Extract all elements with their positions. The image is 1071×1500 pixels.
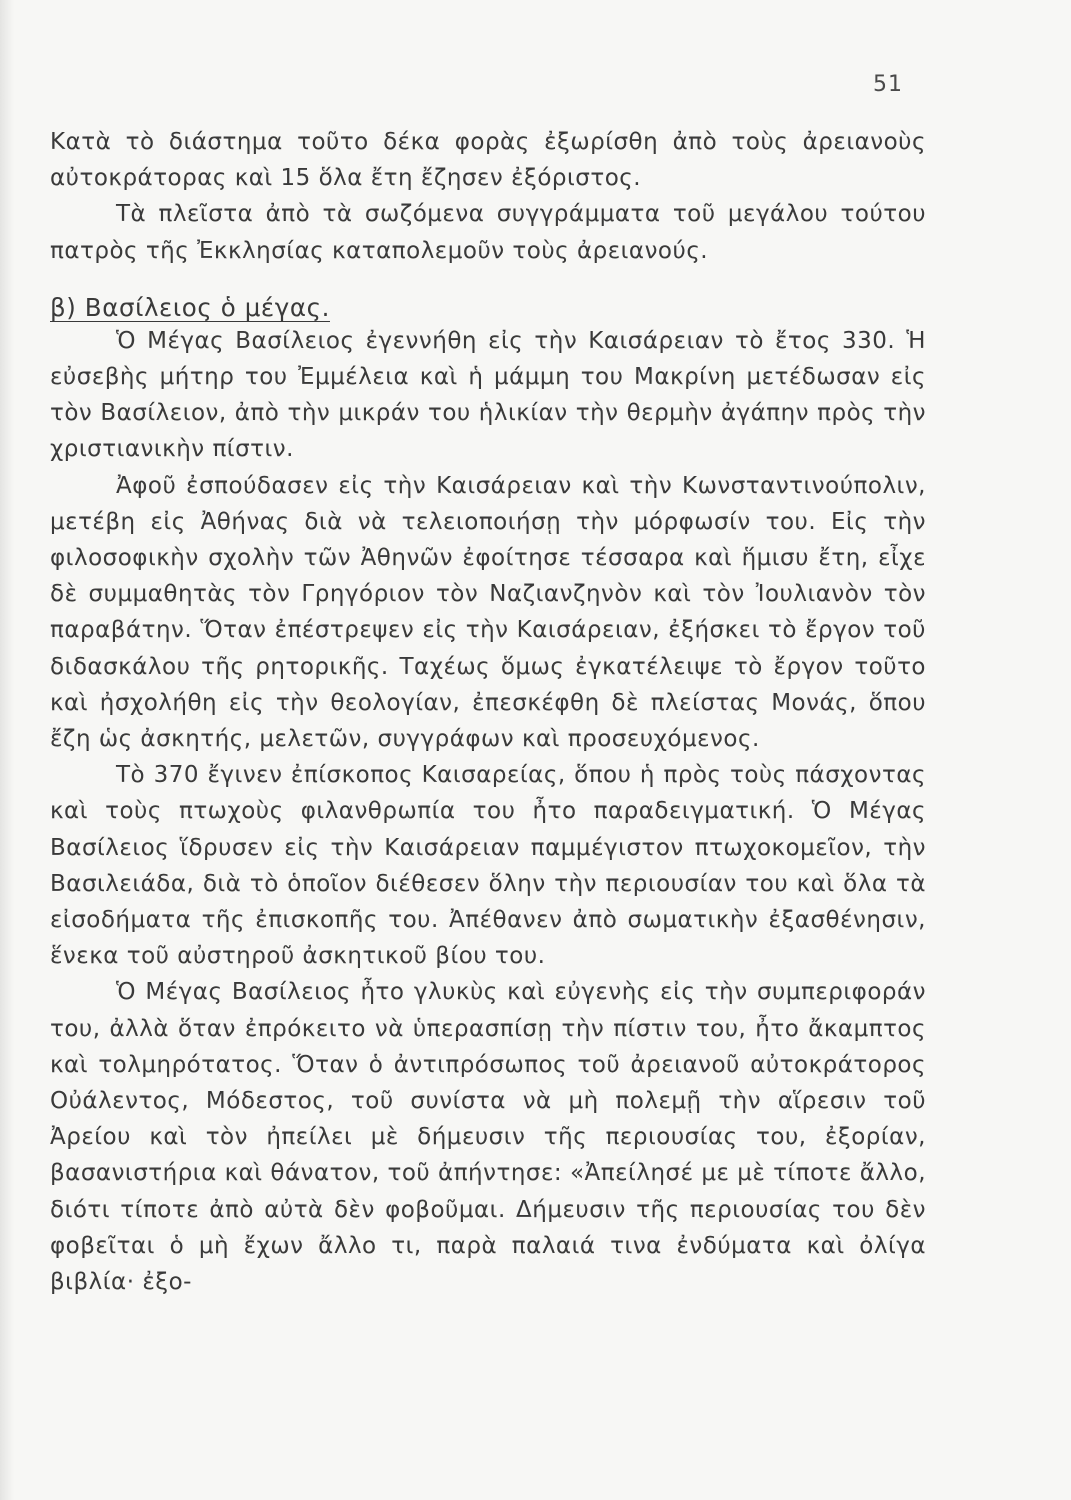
page-number: 51 [873,72,903,97]
paragraph-birth: Ὁ Μέγας Βασίλειος ἐγεννήθη εἰς τὴν Καισάρειαν τὸ ἔτος 330. Ἡ εὐσεβὴς μήτηρ του Ἐμμέλεια καὶ ἡ μάμμη του Μακρίνη μετέδωσαν εἰς τὸν Βασίλειον, ἀπὸ τὴν μικράν του ἡλικίαν τὴν θερμὴν ἀγάπην πρὸς τὴν χριστιανικὴν πίστιν. [50,327,926,463]
section-heading-text: β) Βασίλειος ὁ μέγας. [50,292,330,322]
paragraph-bishop: Τὸ 370 ἔγινεν ἐπίσκοπος Καισαρείας, ὅπου ἡ πρὸς τοὺς πάσχοντας καὶ τοὺς πτωχοὺς φιλανθρωπία του ἦτο παραδειγματική. Ὁ Μέγας Βασίλειος ἵδρυσεν εἰς τὴν Καισάρειαν παμμέγιστον πτωχοκομεῖον, τὴν Βασιλειάδα, διὰ τὸ ὁποῖον διέθεσεν ὅλην τὴν περιουσίαν του καὶ ὅλα τὰ εἰσοδήματα τῆς ἐπισκοπῆς του. Ἀπέθανεν ἀπὸ σωματικὴν ἐξασθένησιν, ἕνεκα τοῦ αὐστηροῦ ἀσκητικοῦ βίου του. [50,762,926,970]
paragraph-writings: Τὰ πλεῖστα ἀπὸ τὰ σωζόμενα συγγράμματα τοῦ μεγάλου τούτου πατρὸς τῆς Ἐκκλησίας καταπολεμοῦν τοὺς ἀρειανούς. [50,201,926,264]
paragraph-education: Ἀφοῦ ἐσπούδασεν εἰς τὴν Καισάρειαν καὶ τὴν Κωνσταντινούπολιν, μετέβη εἰς Ἀθήνας διὰ νὰ τελειοποιήσῃ τὴν μόρφωσίν του. Εἰς τὴν φιλοσοφικὴν σχολὴν τῶν Ἀθηνῶν ἐφοίτησε τέσσαρα καὶ ἥμισυ ἔτη, εἶχε δὲ συμμαθητὰς τὸν Γρηγόριον τὸν Ναζιανζηνὸν καὶ τὸν Ἰουλιανὸν τὸν παραβάτην. Ὅταν ἐπέστρεψεν εἰς τὴν Καισάρειαν, ἐξήσκει τὸ ἔργον τοῦ διδασκάλου τῆς ρητορικῆς. Ταχέως ὅμως ἐγκατέλειψε τὸ ἔργον τοῦτο καὶ ἠσχολήθη εἰς τὴν θεολογίαν, ἐπεσκέφθη δὲ πλείστας Μονάς, ὅπου ἔζη ὡς ἀσκητής, μελετῶν, συγγράφων καὶ προσευχόμενος. [50,472,926,753]
page-edge-shadow [0,0,14,1500]
paragraph-exile: Κατὰ τὸ διάστημα τοῦτο δέκα φορὰς ἐξωρίσθη ἀπὸ τοὺς ἀρειανοὺς αὐτοκράτορας καὶ 15 ὅλα ἔτη ἔζησεν ἐξόριστος. [50,129,926,192]
section-heading [50,289,926,327]
body-text [50,124,926,1300]
paragraph-character: Ὁ Μέγας Βασίλειος ἦτο γλυκὺς καὶ εὐγενὴς εἰς τὴν συμπεριφοράν του, ἀλλὰ ὅταν ἐπρόκειτο νὰ ὑπερασπίσῃ τὴν πίστιν του, ἦτο ἄκαμπτος καὶ τολμηρότατος. Ὅταν ὁ ἀντιπρόσωπος τοῦ ἀρειανοῦ αὐτοκράτορος Οὐάλεντος, Μόδεστος, τοῦ συνίστα νὰ μὴ πολεμῇ τὴν αἵρεσιν τοῦ Ἀρείου καὶ τὸν ἠπείλει μὲ δήμευσιν τῆς περιουσίας του, ἐξορίαν, βασανιστήρια καὶ θάνατον, τοῦ ἀπήντησε: «Ἀπείλησέ με μὲ τίποτε ἄλλο, διότι τίποτε ἀπὸ αὐτὰ δὲν φοβοῦμαι. Δήμευσιν τῆς περιουσίας του δὲν φοβεῖται ὁ μὴ ἔχων ἄλλο τι, παρὰ παλαιά τινα ἐνδύματα καὶ ὀλίγα βιβλία· ἐξο- [50,979,927,1296]
